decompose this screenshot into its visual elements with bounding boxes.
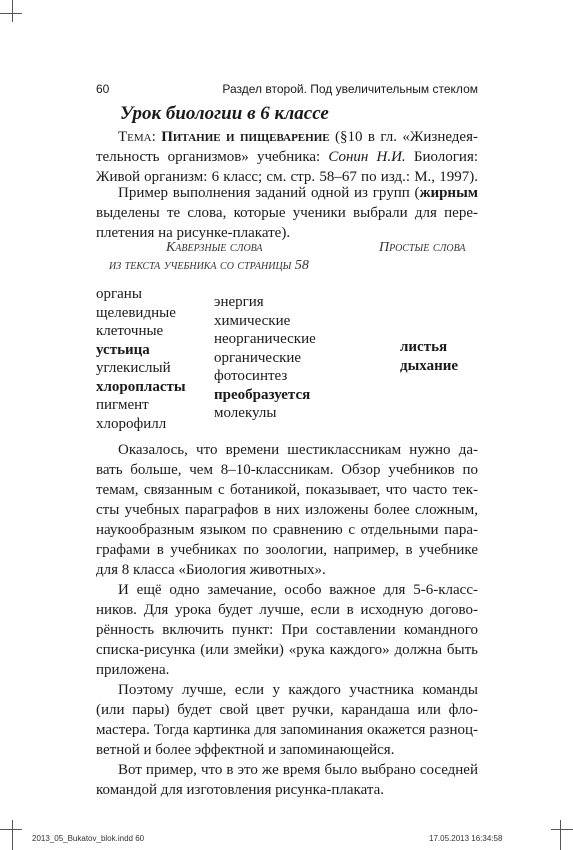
text-line: мастера. Тогда картинка для запоминания окажется разноц- <box>96 722 478 738</box>
section-title: Раздел второй. Под увеличительным стеклом <box>222 82 478 96</box>
body-paragraph-4 <box>96 760 478 800</box>
text-line: наукообразным языком по сравнению с отдельными пара- <box>96 522 478 538</box>
text-line: Живой организм: 6 класс; см. стр. 58–67 по изд.: М., 1997). <box>96 169 478 185</box>
word-item: органы <box>96 286 142 302</box>
body-paragraph-2 <box>96 580 478 680</box>
crop-mark <box>560 820 561 850</box>
text-line: Оказалось, что времени шестиклассникам нужно да- <box>118 442 478 458</box>
text-line: командой для изготовления рисунка-плаката. <box>96 782 384 798</box>
text-line: рённость включить пункт: При составлении командного <box>96 622 478 638</box>
slug-file: 2013_05_Bukatov_blok.indd 60 <box>32 834 145 843</box>
word-item: устьица <box>96 341 150 358</box>
simple-words-heading: Простые слова <box>379 240 466 255</box>
word-item: пигмент <box>96 397 149 413</box>
text-line: графами в учебниках по зоологии, например, в учебнике <box>96 542 478 558</box>
crop-mark <box>0 13 22 14</box>
topic-name: Питание и пищеварение <box>161 129 330 145</box>
text-line: плетения на рисунке-плакате). <box>96 225 291 241</box>
text-line <box>96 183 478 203</box>
tricky-words-heading: Каверзные слова <box>166 240 263 255</box>
text-span: тельность организмов» учебника: <box>96 149 329 165</box>
crop-mark <box>0 829 22 830</box>
word-item: преобразуется <box>214 386 311 403</box>
word-item: органические <box>214 349 302 366</box>
body-paragraph-1 <box>96 440 478 580</box>
lesson-title: Урок биологии в 6 классе <box>120 103 329 124</box>
text-line: Вот пример, что в это же время было выбрано соседней <box>118 762 478 778</box>
text-line: Поэтому лучше, если у каждого участника команды <box>118 682 478 698</box>
example-paragraph <box>96 183 478 243</box>
word-item: клеточные <box>96 323 164 339</box>
crop-mark <box>12 820 13 850</box>
text-line: вать больше, чем 8–10-классникам. Обзор учебников по <box>96 462 478 478</box>
word-item: фотосинтез <box>214 368 288 384</box>
word-column-2 <box>214 293 316 423</box>
text-line <box>96 147 478 167</box>
text-span: Пример выполнения заданий одной из групп ( <box>118 185 420 201</box>
page-number: 60 <box>96 82 110 96</box>
word-item: молекулы <box>214 405 277 421</box>
word-item: энергия <box>214 294 264 310</box>
running-header <box>96 82 478 98</box>
body-paragraph-3 <box>96 680 478 760</box>
text-span: Биология: <box>405 149 479 165</box>
text-line: списка-рисунка (или змейки) «рука каждого» должна быть <box>96 642 478 658</box>
text-line: ветной и более эффектной и запоминающейся. <box>96 742 395 758</box>
word-item: дыхание <box>400 357 459 374</box>
slug-timestamp: 17.05.2013 16:34:58 <box>429 834 503 843</box>
text-line <box>96 127 478 147</box>
text-line: темам, связанным с ботаникой, показывает, что часто тек- <box>96 482 478 498</box>
word-item: листья <box>400 339 448 355</box>
word-item: хлоропласты <box>96 378 186 395</box>
text-line: сты учебных параграфов в них изложены более сложным, <box>96 502 478 518</box>
text-line: ников. Для урока будет лучше, если в исходную догово- <box>96 602 478 618</box>
author-name: Сонин Н.И. <box>328 149 406 165</box>
word-item: углекислый <box>96 360 171 376</box>
text-line: приложена. <box>96 662 170 678</box>
text-line: (или пары) будет свой цвет ручки, карандаша или фло- <box>96 702 478 718</box>
bold-word: жирным <box>419 185 478 201</box>
crop-mark <box>12 0 13 22</box>
word-column-1 <box>96 285 186 433</box>
word-column-3 <box>400 338 458 375</box>
text-line: для 8 класса «Биология животных». <box>96 562 326 578</box>
crop-mark <box>551 829 573 830</box>
topic-paragraph <box>96 127 478 187</box>
text-span: (§10 в гл. «Жизнедея- <box>329 129 478 145</box>
word-item: хлорофилл <box>96 415 167 432</box>
text-line: И ещё одно замечание, особо важное для 5-6-класс- <box>118 582 478 598</box>
word-item: неорганические <box>214 331 316 347</box>
text-line: выделены те слова, которые ученики выбрали для пере- <box>96 205 478 221</box>
word-item: химические <box>214 312 291 329</box>
tricky-words-subheading: из текста учебника со страницы 58 <box>109 258 309 273</box>
word-item: щелевидные <box>96 304 176 321</box>
topic-label: Тема: <box>118 129 162 145</box>
